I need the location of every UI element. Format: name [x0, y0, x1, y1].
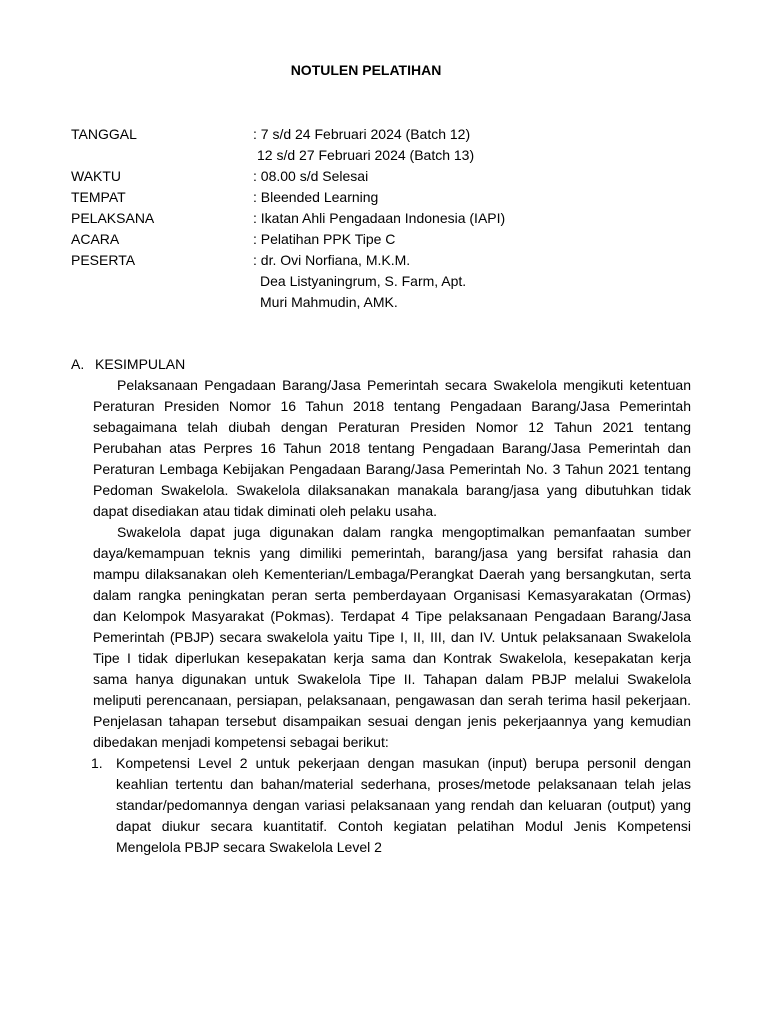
- section-heading: [71, 354, 691, 375]
- meta-label: WAKTU: [71, 168, 122, 184]
- meta-row-peserta-cont: [71, 271, 711, 292]
- meta-value: : Ikatan Ahli Pengadaan Indonesia (IAPI): [253, 210, 506, 226]
- meta-row-waktu: [71, 166, 711, 187]
- section-letter: A.: [71, 356, 85, 372]
- meta-value: Dea Listyaningrum, S. Farm, Apt.: [260, 273, 467, 289]
- paragraph: Swakelola dapat juga digunakan dalam rangka mengoptimalkan pemanfaatan sumber daya/kemampuan teknis yang dimiliki pemerintah, barang/jasa yang bersifat rahasia dan mampu dilaksanakan oleh Kementerian/Lembaga/Perangkat Daerah yang bersangkutan, serta dalam rangka peningkatan peran serta pemberdayaan Organisasi Kemasyarakatan (Ormas) dan Kelompok Masyarakat (Pokmas). Terdapat 4 Tipe pelaksanaan Pengadaan Barang/Jasa Pemerintah (PBJP) secara swakelola yaitu Tipe I, II, III, dan IV. Untuk pelaksanaan Swakelola Tipe I tidak diperlukan kesepakatan kerja sama dan Kontrak Swakelola, kesepakatan kerja sama hanya digunakan untuk Swakelola Tipe II. Tahapan dalam PBJP melalui Swakelola meliputi perencanaan, persiapan, pelaksanaan, pengawasan dan serah terima hasil pekerjaan. Penjelasan tahapan tersebut disampaikan sesuai dengan jenis pekerjaannya yang kemudian dibedakan menjadi kompetensi sebagai berikut:: [93, 524, 691, 750]
- meta-value: : Bleended Learning: [253, 189, 379, 205]
- paragraph: Pelaksanaan Pengadaan Barang/Jasa Pemerintah secara Swakelola mengikuti ketentuan Peraturan Presiden Nomor 16 Tahun 2018 tentang Pengadaan Barang/Jasa Pemerintah sebagaimana telah diubah dengan Peraturan Presiden Nomor 12 Tahun 2021 tentang Perubahan atas Perpres 16 Tahun 2018 tentang Pengadaan Barang/Jasa Pemerintah dan Peraturan Lembaga Kebijakan Pengadaan Barang/Jasa Pemerintah No. 3 Tahun 2021 tentang Pedoman Swakelola. Swakelola dilaksanakan manakala barang/jasa yang dibutuhkan tidak dapat disediakan atau tidak diminati oleh pelaku usaha.: [93, 377, 691, 519]
- competency-list: [71, 753, 691, 858]
- meta-label: PESERTA: [71, 252, 136, 268]
- section-title: KESIMPULAN: [95, 356, 186, 372]
- meta-label: ACARA: [71, 231, 120, 247]
- meta-value: Muri Mahmudin, AMK.: [260, 294, 398, 310]
- meta-row-peserta: [71, 250, 711, 271]
- meta-label: TANGGAL: [71, 126, 137, 142]
- document-title: NOTULEN PELATIHAN: [290, 62, 442, 78]
- list-number: 1.: [91, 755, 103, 771]
- section-kesimpulan: [71, 354, 691, 858]
- meta-row-tempat: [71, 187, 711, 208]
- meta-value: : dr. Ovi Norfiana, M.K.M.: [253, 252, 411, 268]
- meta-row-tanggal: [71, 124, 711, 145]
- meta-row-acara: [71, 229, 711, 250]
- meta-value: : 7 s/d 24 Februari 2024 (Batch 12): [253, 126, 471, 142]
- meta-row-tanggal-cont: [71, 145, 711, 166]
- meta-row-pelaksana: [71, 208, 711, 229]
- meta-value: : 08.00 s/d Selesai: [253, 168, 369, 184]
- meta-table: [71, 124, 711, 313]
- list-item: [71, 753, 691, 858]
- meta-value: 12 s/d 27 Februari 2024 (Batch 13): [257, 147, 475, 163]
- meta-label: TEMPAT: [71, 189, 126, 205]
- meta-label: PELAKSANA: [71, 210, 155, 226]
- meta-value: : Pelatihan PPK Tipe C: [253, 231, 396, 247]
- meta-row-peserta-cont: [71, 292, 711, 313]
- list-text: Kompetensi Level 2 untuk pekerjaan dengan masukan (input) berupa personil dengan keahlian tertentu dan bahan/material sederhana, proses/metode pelaksanaan telah jelas standar/pedomannya dengan variasi pelaksanaan yang rendah dan keluaran (output) yang dapat diukur secara kuantitatif. Contoh kegiatan pelatihan Modul Jenis Kompetensi Mengelola PBJP secara Swakelola Level 2: [116, 755, 691, 855]
